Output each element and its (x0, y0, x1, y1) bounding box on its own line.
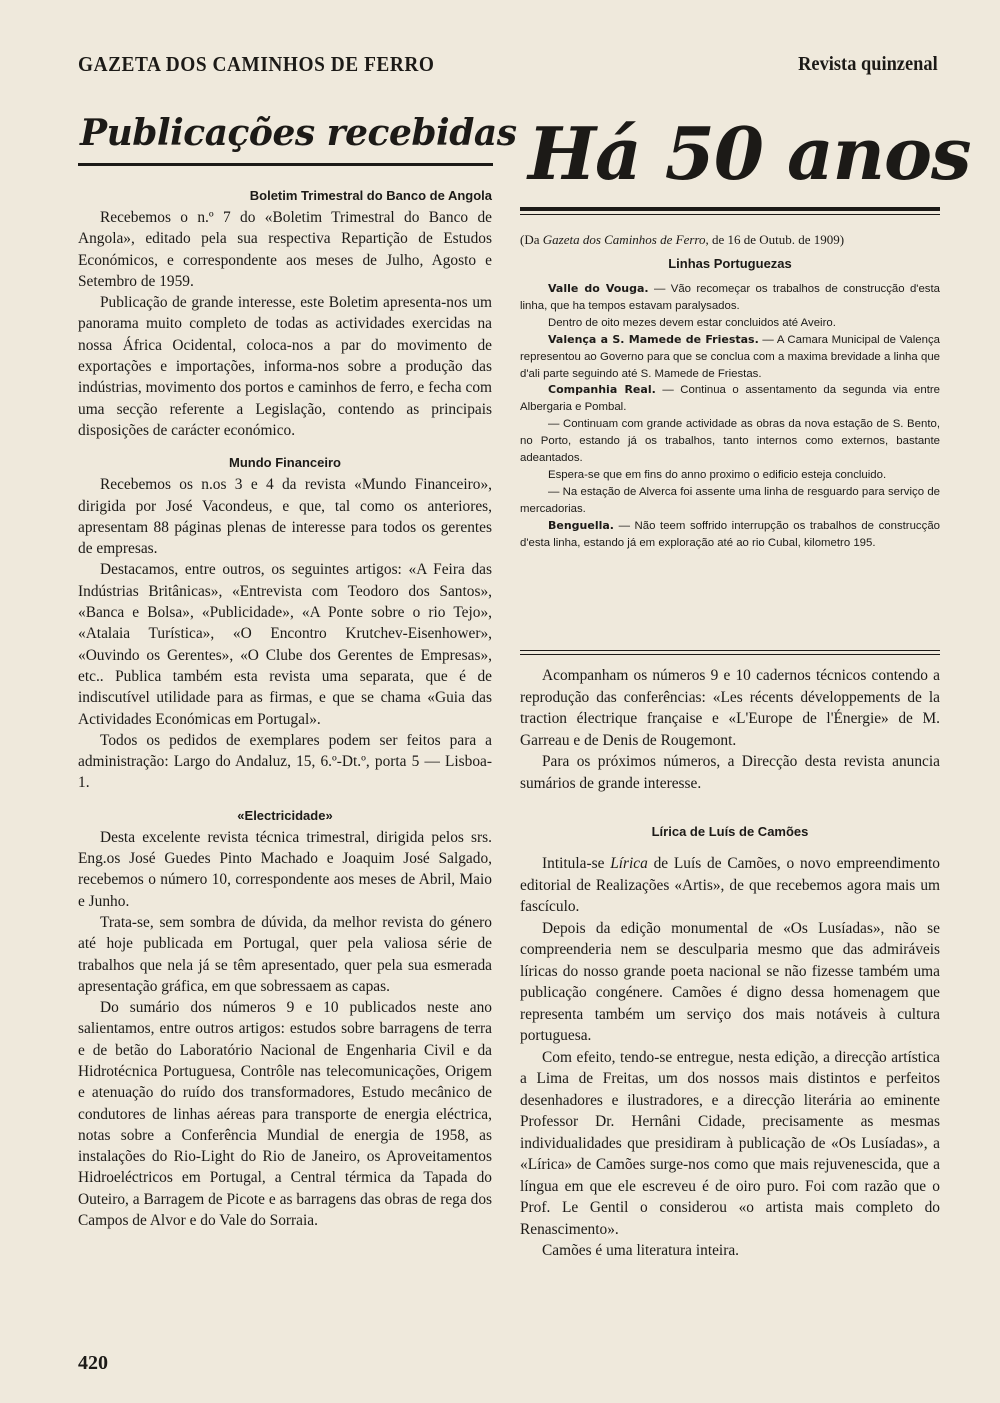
news-item-cont: — Na estação de Alverca foi assente uma linha de resguardo para serviço de mercadorias. (520, 485, 940, 515)
news-item: Benguella. — Não teem soffrido interrupção os trabalhos de construcção d'esta linha, estando já em exploração até ao rio Cubal, kilometro 195. (520, 518, 940, 549)
paragraph: Publicação de grande interesse, este Boletim apresenta-nos um panorama muito completo de todas as actividades exercidas na nossa África Ocidental, coloca-nos a par do movimento de exportações e importações, informa-nos sobre a produção das indústrias, movimento dos portos e caminhos de ferro, e fecha com uma secção referente a Legislação, contendo as principais disposições de carácter económico. (78, 294, 492, 439)
heading-mundo-financeiro: Mundo Financeiro (229, 455, 341, 471)
news-item: Valença a S. Mamede de Friestas. — A Camara Municipal de Valença representou ao Governo para que se conclua com a maxima brevidade a linha que d'ali parte seguindo até S. Mamede de Friestas. (520, 332, 940, 380)
paragraph: Recebemos o n.º 7 do «Boletim Trimestral do Banco de Angola», editado pela sua respectiva Repartição de Estudos Económicos, e correspondente aos meses de Julho, Agosto e Setembro de 1959. (78, 209, 492, 290)
paragraph: Desta excelente revista técnica trimestral, dirigida pelos srs. Eng.os José Guedes Pinto Machado e Joaquim José Salgado, recebemos o número 10, correspondente aos meses de Abril, Maio e Junho. (78, 828, 492, 910)
divider (520, 650, 940, 651)
news-item: Companhia Real. — Continua o assentamento da segunda via entre Albergaria e Pombal. (520, 383, 940, 414)
paragraph: Depois da edição monumental de «Os Lusíadas», não se compreenderia nem se desculparia mesmo que das admiráveis líricas do nosso grande poeta nacional se não fizesse também uma publicação congénere. Camões é digno dessa homenagem que representa também um serviço dos mais notáveis à cultura portuguesa. (520, 919, 940, 1044)
section-title-publicacoes: Publicações recebidas (80, 112, 517, 154)
paragraph: Para os próximos números, a Direcção desta revista anuncia sumários de grande interesse. (520, 753, 940, 792)
masthead-subtitle: Revista quinzenal (798, 53, 938, 75)
paragraph: Recebemos os n.os 3 e 4 da revista «Mundo Financeiro», dirigida por José Vacondeus, e que, tal como os anteriores, apresentam 88 páginas plenas de interesse para todos os gerentes de empresas. (78, 476, 492, 558)
right-lower-column (520, 665, 940, 1262)
paragraph: Do sumário dos números 9 e 10 publicados neste ano salientamos, entre outros artigos: estudos sobre barragens de terra e de betão do Laboratório Nacional de Engenharia Civil e da Hidrotécnica Portuguesa, Contrôle nas telecomunicações, Origem e atenuação do ruído dos transformadores, Estudo mecânico de condutores de linhas aéreas para transporte de energia eléctrica, notas sobre a Conferência Mundial de energia de 1958, as instalações do Rio-Light do Rio de Janeiro, os Aproveitamentos Hidroeléctricos em Portugal, a Central térmica da Tapada do Outeiro, a Barragem de Picote e as barragens das obras de rega dos Campos de Alvor e do Vale do Sorraia. (78, 999, 492, 1230)
masthead-title: GAZETA DOS CAMINHOS DE FERRO (78, 52, 435, 76)
news-item-cont: Dentro de oito mezes devem estar concluidos até Aveiro. (548, 316, 836, 329)
left-column (78, 186, 492, 1231)
news-item-cont: — Continuam com grande actividade as obras da nova estação de S. Bento, no Porto, estando já os trabalhos, tanto internos como externos, bastante adeantados. (520, 418, 940, 465)
paragraph: Intitula-se Lírica de Luís de Camões, o novo empreendimento editorial de Realizações «Artis», de que recebemos agora mais um fascículo. (520, 855, 940, 915)
paragraph: Com efeito, tendo-se entregue, nesta edição, a direcção artística a Lima de Freitas, um dos nossos mais distintos e perfeitos desenhadores e ilustradores, e a direcção literária ao eminente Professor Dr. Hernâni Cidade, precisamente as mesmas individualidades que presidiram à publicação de «Os Lusíadas», a «Lírica» de Camões surge-nos como que mais rejuvenescida, que a língua em que ele escreveu é de oiro puro. Foi com razão que o Prof. Le Gentil o considerou «o artista mais completo do Renascimento». (520, 1048, 940, 1238)
section-title-ha-50-anos: Há 50 anos (528, 111, 971, 196)
source-citation: (Da Gazeta dos Caminhos de Ferro, de 16 de Outub. de 1909) (520, 232, 845, 247)
news-item-cont: Espera-se que em fins do anno proximo o edificio esteja concluido. (548, 468, 887, 481)
page-number: 420 (78, 1352, 108, 1374)
paragraph: Acompanham os números 9 e 10 cadernos técnicos contendo a reprodução das conferências: «Les récents développements de la traction électrique française e «L'Europe de l'Énergie» de M. Garreau e de Denis de Rougemont. (520, 667, 940, 749)
paragraph: Todos os pedidos de exemplares podem ser feitos para a administração: Largo do Andaluz, 15, 6.º-Dt.º, porta 5 — Lisboa-1. (78, 731, 492, 792)
title-rule-thin (520, 214, 940, 215)
heading-electricidade: «Electricidade» (237, 807, 333, 823)
divider (520, 654, 940, 655)
paragraph: Trata-se, sem sombra de dúvida, da melhor revista do género até hoje publicada em Portugal, quer pela valiosa série de trabalhos que nela já se têm apresentado, quer pela sua esmerada apresentação gráfica, em que sobressaem as capas. (78, 913, 492, 995)
heading-boletim-angola: Boletim Trimestral do Banco de Angola (249, 188, 492, 203)
paragraph: Destacamos, entre outros, os seguintes artigos: «A Feira das Indústrias Britânicas», «Entrevista com Teodoro dos Santos», «Banca e Bolsa», «Publicidade», «A Ponte sobre o rio Tejo», «Atalaia Turística», «O Encontro Krutchev-Eisenhower», «Ouvindo os Gerentes», «O Clube dos Gerentes de Empresas», etc.. Publica também esta revista uma separata, que é de indiscutível utilidade para as firmas, e que se chama «Guia das Actividades Económicas em Portugal». (78, 561, 492, 728)
title-rule-thick (520, 207, 940, 211)
paragraph: Camões é uma literatura inteira. (542, 1242, 740, 1259)
title-underline (78, 163, 493, 166)
news-item: Valle do Vouga. — Vão recomeçar os trabalhos de construcção d'esta linha, que ha tempos estavam paralysados. (520, 282, 941, 312)
ha-50-anos-column (520, 232, 940, 552)
heading-linhas-portuguezas: Linhas Portuguezas (668, 256, 792, 271)
heading-lirica-camoes: Lírica de Luís de Camões (651, 824, 809, 839)
